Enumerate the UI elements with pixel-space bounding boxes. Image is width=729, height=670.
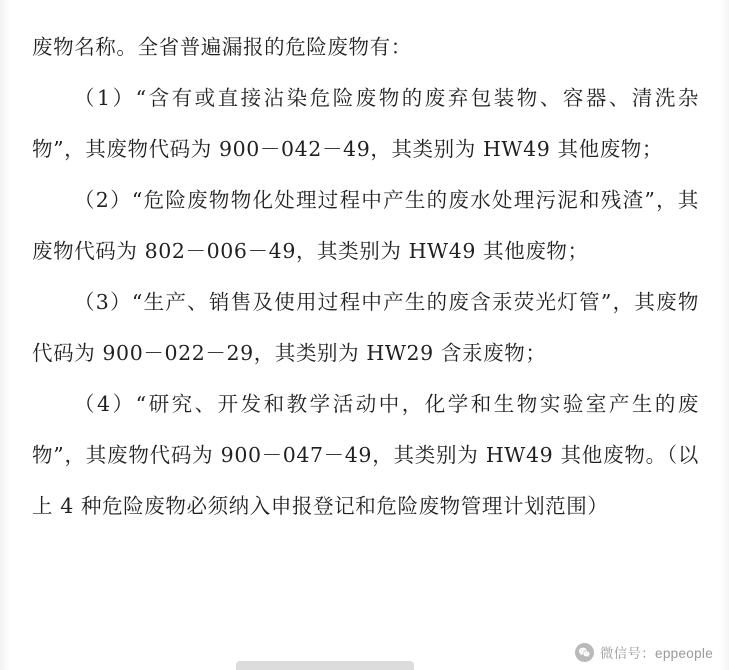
bottom-plate-decoration bbox=[236, 661, 414, 670]
wechat-watermark-label: 微信号：eppeople bbox=[599, 646, 713, 661]
page-edge-shading-right bbox=[719, 0, 729, 670]
paragraph-lead: 废物名称。全省普遍漏报的危险废物有： bbox=[32, 35, 412, 59]
paragraph-item-1: （1）“含有或直接沾染危险废物的废弃包装物、容器、清洗杂物”，其废物代码为 900－042－49，其类别为 HW49 其他废物； bbox=[32, 86, 699, 161]
paragraph-item-2: （2）“危险废物物化处理过程中产生的废水处理污泥和残渣”，其废物代码为 802－006－49，其类别为 HW49 其他废物； bbox=[32, 188, 699, 263]
wechat-icon bbox=[575, 643, 594, 662]
paragraph-item-4: （4）“研究、开发和教学活动中，化学和生物实验室产生的废物”，其废物代码为 900－047－49，其类别为 HW49 其他废物。（以上 4 种危险废物必须纳入申报登记和危险废物管理计划范围） bbox=[32, 392, 699, 518]
wechat-watermark bbox=[575, 642, 713, 662]
page-footer bbox=[0, 626, 729, 670]
paragraph-item-3: （3）“生产、销售及使用过程中产生的废含汞荧光灯管”，其废物代码为 900－022－29，其类别为 HW29 含汞废物； bbox=[32, 290, 699, 365]
page-edge-shading-left bbox=[0, 0, 10, 670]
